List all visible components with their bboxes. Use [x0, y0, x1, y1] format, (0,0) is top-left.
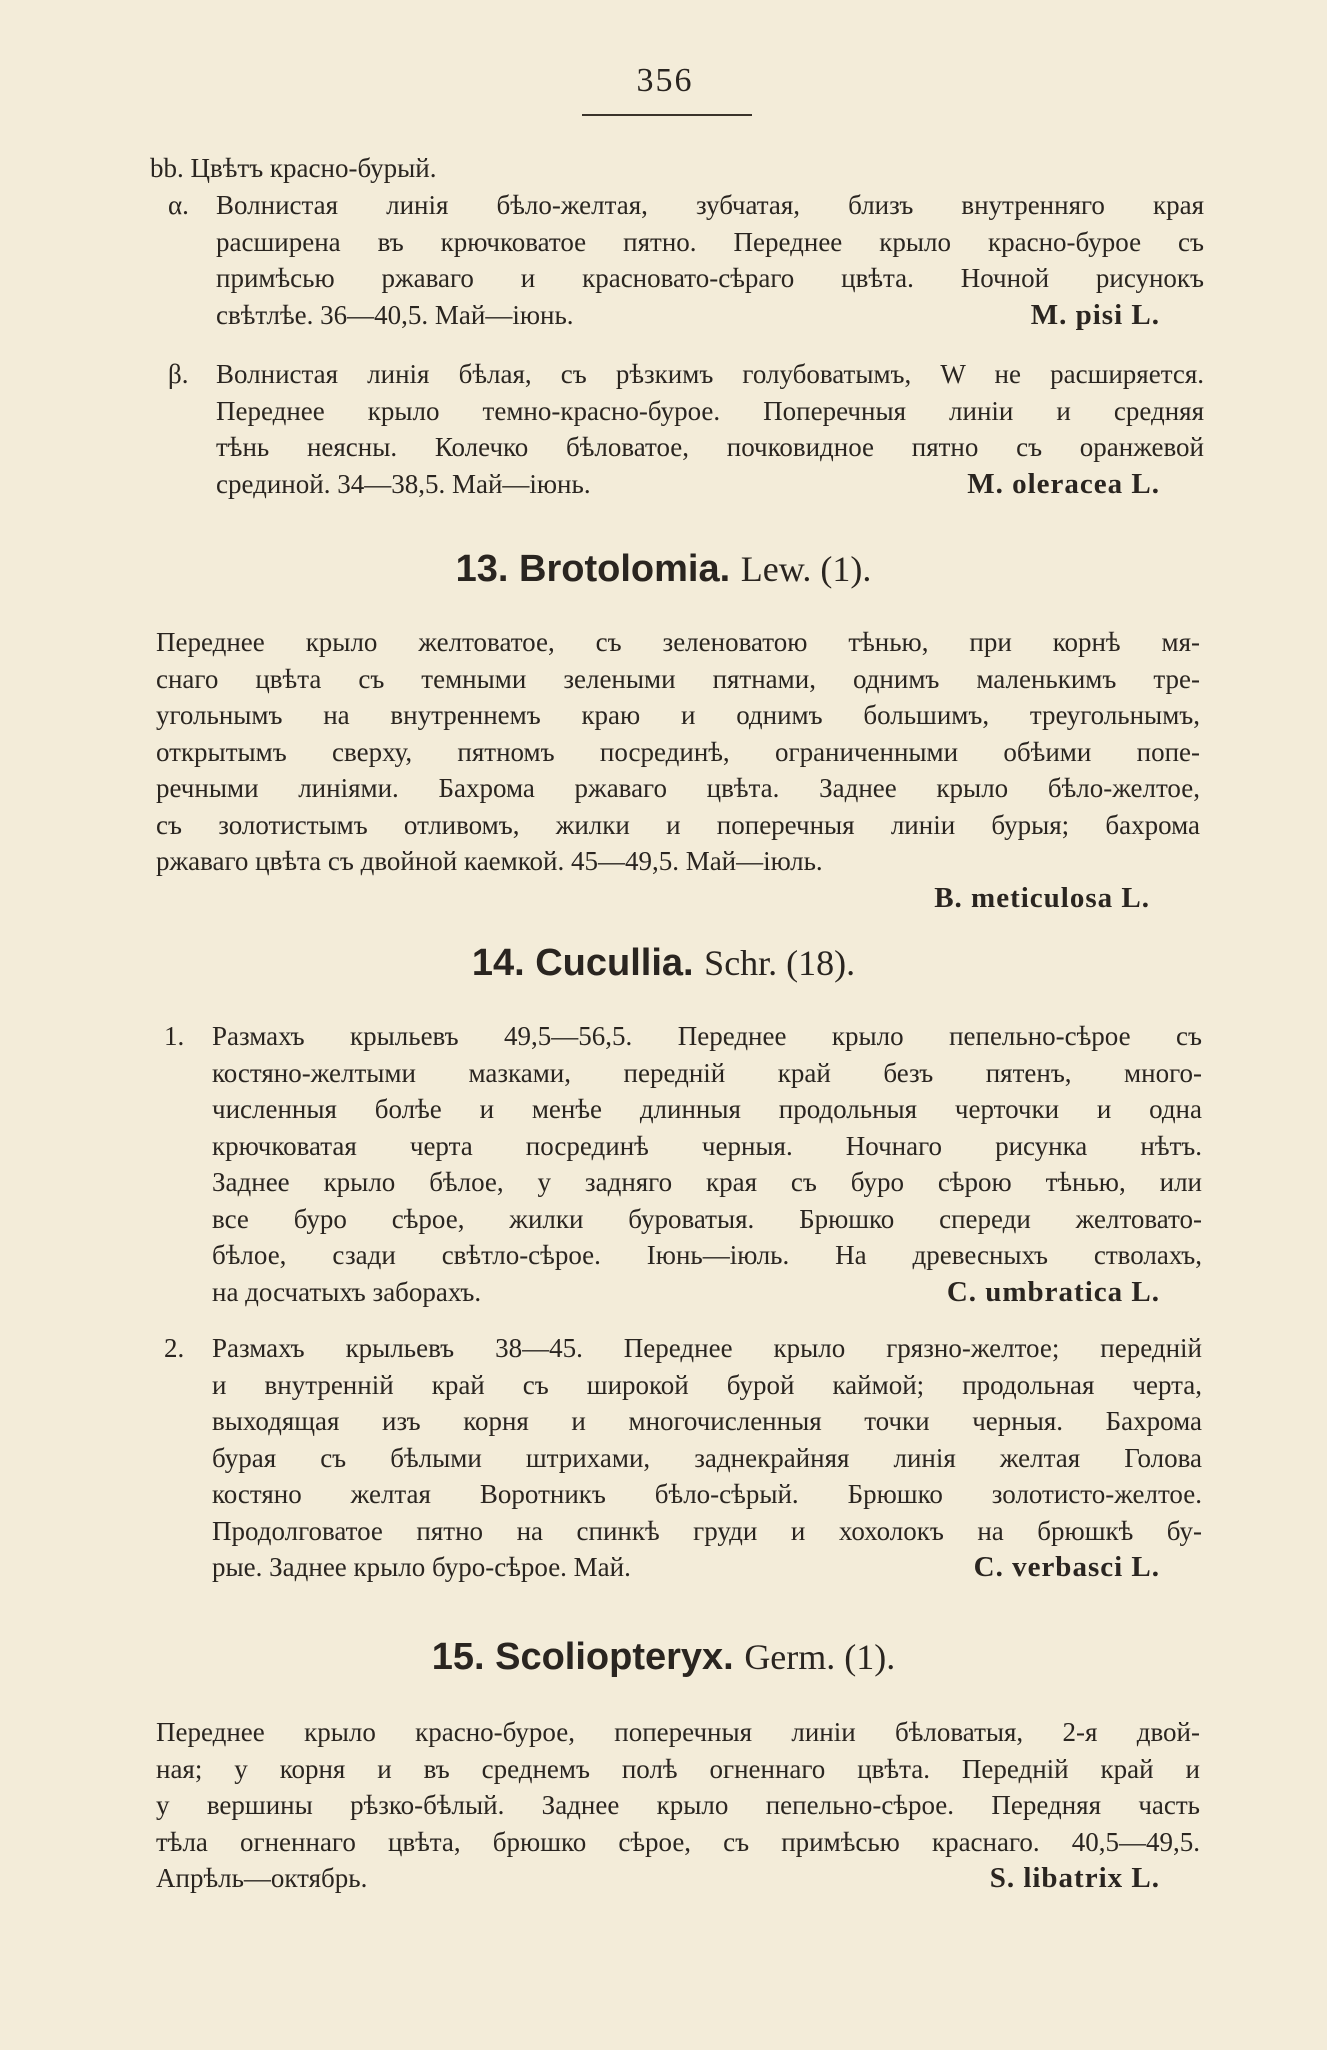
- entry-line: бѣлое, сзади свѣтло-сѣрое. Іюнь—іюль. На древесныхъ стволахъ,: [212, 1240, 1202, 1270]
- species-name: B. meticulosa L.: [934, 881, 1150, 914]
- entry-marker: β.: [168, 359, 189, 389]
- entry-line: костяно желтая Воротникъ бѣло-сѣрый. Брюшко золотисто-желтое.: [212, 1479, 1202, 1509]
- species-name: C. verbasci L.: [973, 1551, 1160, 1583]
- entry-line: Размахъ крыльевъ 38—45. Переднее крыло грязно-желтое; передній: [212, 1333, 1202, 1363]
- genus-author: Lew. (1).: [740, 549, 872, 589]
- species-entry-2: [164, 1330, 1202, 1586]
- genus-description-13: [156, 624, 1200, 916]
- entry-line: Волнистая линія бѣло-желтая, зубчатая, близъ внутренняго края: [216, 190, 1204, 220]
- genus-name: Cucullia.: [535, 942, 694, 984]
- species-name: C. umbratica L.: [946, 1275, 1160, 1308]
- species-name: S. libatrix L.: [989, 1862, 1160, 1894]
- entry-line: тѣнь неясны. Колечко бѣловатое, почковидное пятно съ оранжевой: [216, 432, 1204, 462]
- genus-heading-15: [0, 1636, 1327, 1679]
- genus-number: 14.: [471, 942, 525, 984]
- entry-line: [216, 466, 1204, 503]
- page-number: 356: [636, 62, 694, 99]
- para-line: Переднее крыло красно-бурое, поперечныя линіи бѣловатыя, 2-я двой-: [156, 1717, 1200, 1747]
- entry-line: Заднее крыло бѣлое, у задняго края съ буро сѣрою тѣнью, или: [212, 1167, 1202, 1197]
- entry-line: [216, 297, 1204, 334]
- key-header-text: bb. Цвѣтъ красно-бурый.: [150, 153, 437, 183]
- entry-line: Продолговатое пятно на спинкѣ груди и хохолокъ на брюшкѣ бу-: [212, 1515, 1202, 1546]
- entry-line: все буро сѣрое, жилки буроватыя. Брюшко спереди желтовато-: [212, 1203, 1202, 1234]
- species-name: M. pisi L.: [1030, 298, 1160, 331]
- key-entry-beta: [168, 356, 1204, 502]
- species-name: M. oleracea L.: [967, 467, 1160, 500]
- genus-number: 13.: [455, 548, 509, 590]
- entry-line: Переднее крыло темно-красно-бурое. Поперечныя линіи и средняя: [216, 395, 1204, 426]
- entry-line: Размахъ крыльевъ 49,5—56,5. Переднее крыло пепельно-сѣрое съ: [212, 1021, 1202, 1051]
- para-line: снаго цвѣта съ темными зелеными пятнами, однимъ маленькимъ тре-: [156, 663, 1200, 694]
- entry-line: и внутренній край съ широкой бурой каймой; продольная черта,: [212, 1369, 1202, 1400]
- para-line: ржаваго цвѣта съ двойной каемкой. 45—49,5. Май—іюль.: [156, 846, 823, 876]
- para-line: [156, 1860, 1200, 1897]
- key-entry-alpha: [168, 187, 1204, 333]
- para-line: речными линіями. Бахрома ржаваго цвѣта. Заднее крыло бѣло-желтое,: [156, 773, 1200, 803]
- entry-line-text: на досчатыхъ заборахъ.: [212, 1276, 482, 1307]
- genus-description-15: [156, 1714, 1200, 1897]
- para-line-text: Апрѣль—октябрь.: [156, 1863, 368, 1893]
- entry-line: примѣсью ржаваго и красновато-сѣраго цвѣта. Ночной рисунокъ: [216, 263, 1204, 293]
- genus-number: 15.: [431, 1636, 485, 1678]
- entry-marker: 2.: [164, 1333, 185, 1363]
- entry-line: [212, 1549, 1202, 1586]
- para-line: ная; у корня и въ среднемъ полѣ огненнаго цвѣта. Передній край и: [156, 1753, 1200, 1784]
- entry-line: бурая съ бѣлыми штрихами, заднекрайняя линія желтая Голова: [212, 1442, 1202, 1473]
- para-line: у вершины рѣзко-бѣлый. Заднее крыло пепельно-сѣрое. Передняя часть: [156, 1790, 1200, 1820]
- para-line: съ золотистымъ отливомъ, жилки и поперечныя линіи бурыя; бахрома: [156, 809, 1200, 840]
- species-line: [156, 880, 1200, 917]
- para-line: угольнымъ на внутреннемъ краю и однимъ большимъ, треугольнымъ,: [156, 700, 1200, 730]
- entry-line: Волнистая линія бѣлая, съ рѣзкимъ голубоватымъ, W не расширяется.: [216, 359, 1204, 389]
- key-header-bb: [150, 150, 1200, 187]
- entry-marker: 1.: [164, 1021, 185, 1051]
- genus-author: Schr. (18).: [704, 943, 856, 983]
- entry-line: выходящая изъ корня и многочисленныя точки черныя. Бахрома: [212, 1406, 1202, 1436]
- entry-line: костяно-желтыми мазками, передній край безъ пятенъ, много-: [212, 1057, 1202, 1088]
- genus-name: Scoliopteryx.: [495, 1636, 734, 1678]
- para-line: Переднее крыло желтоватое, съ зеленоватою тѣнью, при корнѣ мя-: [156, 627, 1200, 657]
- genus-author: Germ. (1).: [744, 1637, 896, 1677]
- page-number-rule: [582, 114, 752, 116]
- genus-heading-13: [0, 548, 1327, 591]
- entry-line-text: свѣтлѣе. 36—40,5. Май—іюнь.: [216, 299, 574, 330]
- para-line: тѣла огненнаго цвѣта, брюшко сѣрое, съ примѣсью краснаго. 40,5—49,5.: [156, 1826, 1200, 1857]
- genus-name: Brotolomia.: [519, 548, 731, 590]
- genus-heading-14: [0, 942, 1327, 985]
- entry-marker: α.: [168, 190, 189, 220]
- entry-line: численныя болѣе и менѣе длинныя продольныя черточки и одна: [212, 1094, 1202, 1124]
- species-entry-1: [164, 1018, 1202, 1310]
- entry-line: расширена въ крючковатое пятно. Переднее крыло красно-бурое съ: [216, 226, 1204, 257]
- entry-line-text: рые. Заднее крыло буро-сѣрое. Май.: [212, 1552, 631, 1582]
- entry-line: крючковатая черта посрединѣ черныя. Ночнаго рисунка нѣтъ.: [212, 1130, 1202, 1161]
- entry-line: [212, 1274, 1202, 1311]
- entry-line-text: срединой. 34—38,5. Май—іюнь.: [216, 468, 591, 499]
- para-line: открытымъ сверху, пятномъ посрединѣ, ограниченными обѣими попе-: [156, 736, 1200, 767]
